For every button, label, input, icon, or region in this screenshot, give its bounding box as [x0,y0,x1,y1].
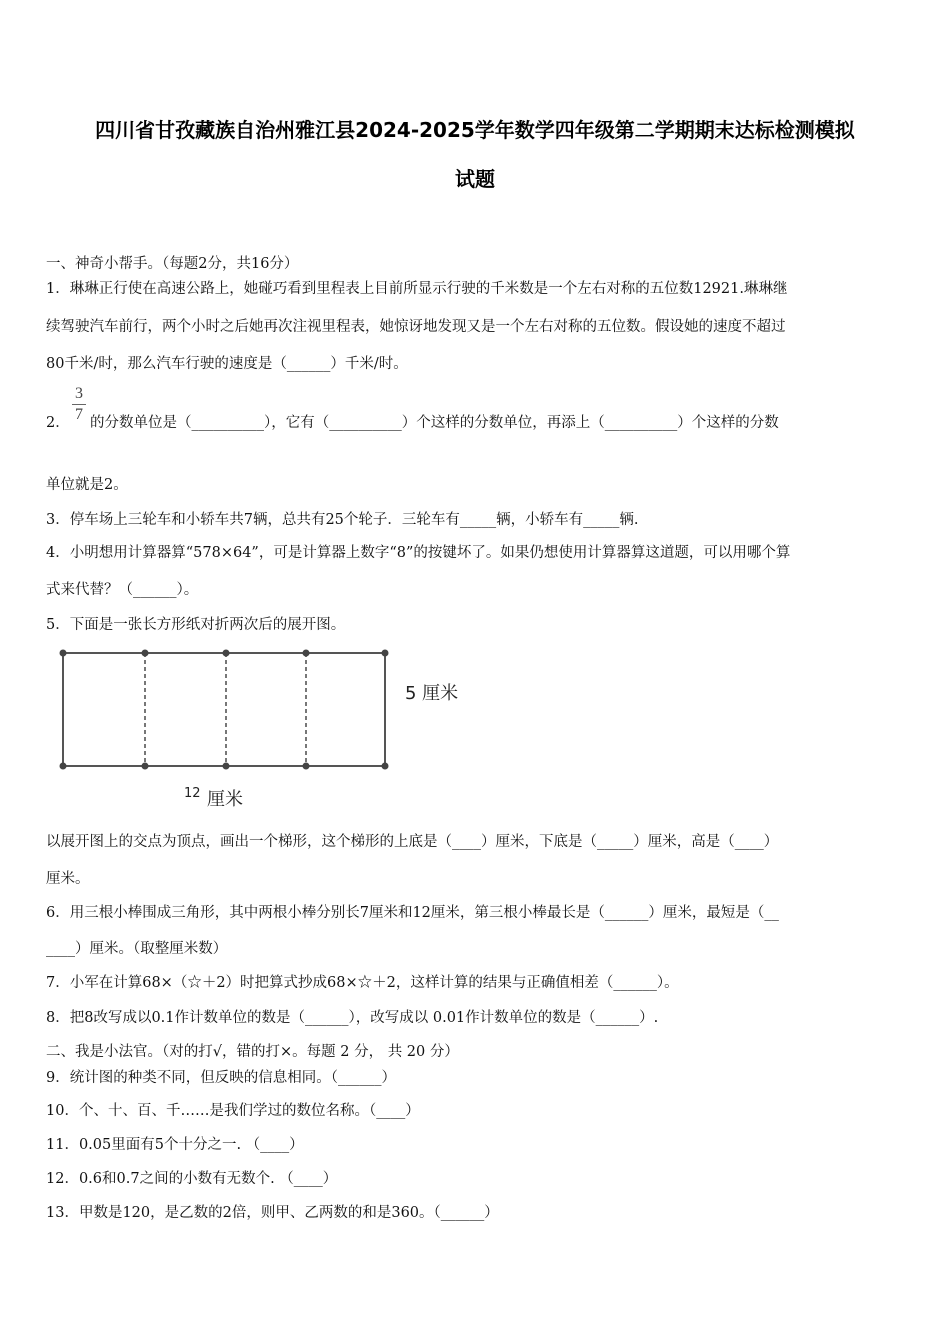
question-2-line-2: 单位就是2。 [46,477,128,493]
vertex-point [142,650,149,657]
vertex-point [223,650,230,657]
question-11-line-1: 11．0.05里面有5个十分之一. （____） [46,1137,304,1153]
question-2-number: 2． [46,415,70,431]
vertex-point [303,650,310,657]
vertex-point [142,763,149,770]
folded-paper-diagram [50,640,480,815]
question-1-line-3: 80千米/时，那么汽车行驶的速度是（______）千米/时。 [46,356,408,372]
question-3-line-1: 3．停车场上三轮车和小轿车共7辆，总共有25个轮子．三轮车有_____辆，小轿车有_____辆. [46,512,639,528]
question-1-line-1: 1．琳琳正行使在高速公路上，她碰巧看到里程表上目前所显示行驶的千米数是一个左右对称的五位数12921.琳琳继 [46,281,788,297]
intersection-points [60,650,389,770]
question-13-line-1: 13．甲数是120，是乙数的2倍，则甲、乙两数的和是360。（______） [46,1205,499,1221]
vertex-point [60,763,67,770]
question-2-line-1: 的分数单位是（__________），它有（__________）个这样的分数单位，再添上（__________）个这样的分数 [90,415,779,431]
question-6-line-1: 6．用三根小棒围成三角形，其中两根小棒分别长7厘米和12厘米，第三根小棒最长是（______）厘米，最短是（__ [46,905,779,921]
section-2-heading: 二、我是小法官。（对的打√，错的打×。每题 2 分， 共 20 分） [46,1044,459,1060]
question-6-line-2: ____）厘米。（取整厘米数） [46,941,228,957]
question-7-line-1: 7．小军在计算68×（☆＋2）时把算式抄成68×☆＋2，这样计算的结果与正确值相差（______）。 [46,975,679,991]
fraction-three-sevenths [72,385,86,424]
section-1-heading: 一、神奇小帮手。（每题2分，共16分） [46,256,299,272]
question-12-line-1: 12．0.6和0.7之间的小数有无数个. （____） [46,1171,338,1187]
question-4-line-2: 式来代替？（______）。 [46,582,199,598]
width-number: 12 [184,786,201,801]
vertex-point [382,650,389,657]
vertex-point [223,763,230,770]
paper-outline [63,653,385,766]
vertex-point [382,763,389,770]
fraction-denominator: 7 [75,406,83,423]
question-4-line-1: 4．小明想用计算器算“578×64”，可是计算器上数字“8”的按键坏了。如果仍想使用计算器算这道题，可以用哪个算 [46,545,791,561]
question-1-line-2: 续驾驶汽车前行，两个小时之后她再次注视里程表，她惊讶地发现又是一个左右对称的五位数。假设她的速度不超过 [46,319,786,335]
title-line-2: 试题 [455,167,495,191]
fraction-bar [72,404,86,405]
question-10-line-1: 10．个、十、百、千……是我们学过的数位名称。（____） [46,1103,420,1119]
height-label: 5 厘米 [405,683,459,704]
vertex-point [303,763,310,770]
question-9-line-1: 9．统计图的种类不同，但反映的信息相同。（______） [46,1070,396,1086]
title-line-1: 四川省甘孜藏族自治州雅江县2024-2025学年数学四年级第二学期期末达标检测模拟 [95,118,855,142]
question-8-line-1: 8．把8改写成以0.1作计数单位的数是（______），改写成以 0.01作计数单位的数是（______）. [46,1010,659,1026]
question-5-line-3: 厘米。 [46,871,90,887]
question-5-line-2: 以展开图上的交点为顶点，画出一个梯形，这个梯形的上底是（____）厘米，下底是（_____）厘米，高是（____） [46,834,779,850]
width-unit: 厘米 [207,789,243,810]
fraction-numerator: 3 [75,385,83,402]
vertex-point [60,650,67,657]
question-5-line-1: 5．下面是一张长方形纸对折两次后的展开图。 [46,617,346,633]
